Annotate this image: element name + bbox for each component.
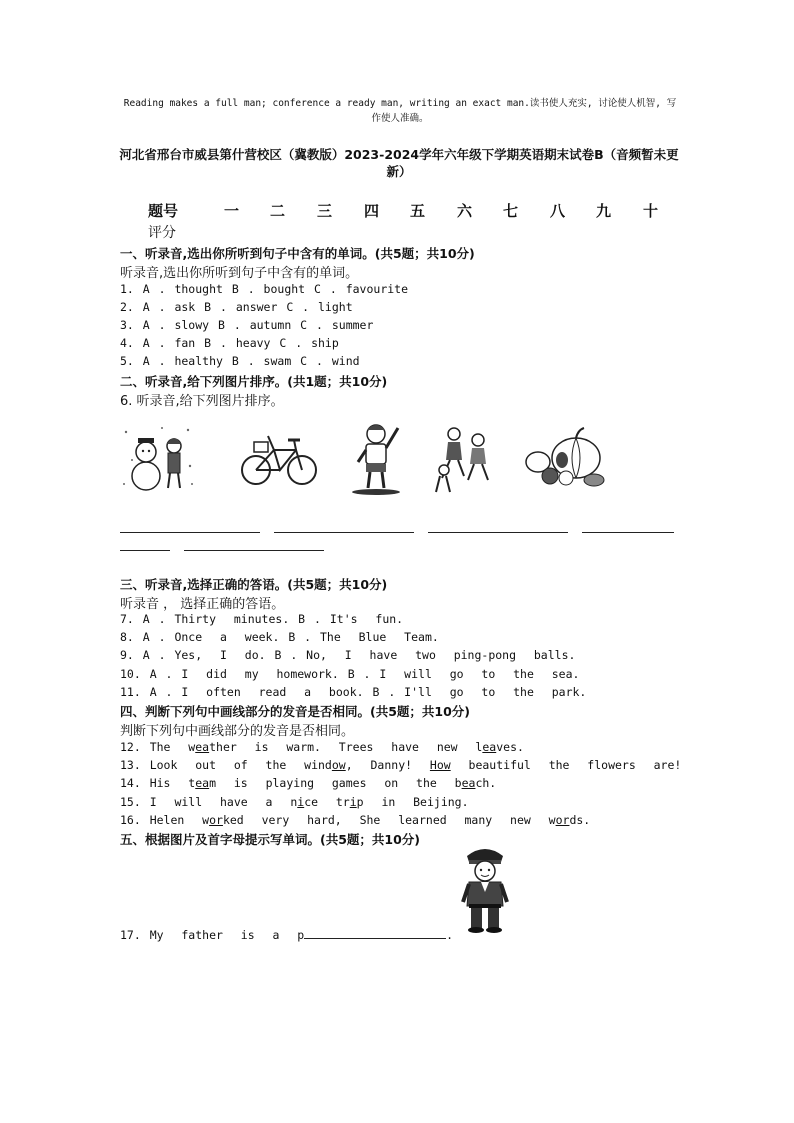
question-8: 8. A . Once a week. B . The Blue Team. <box>120 630 439 644</box>
score-row2-label: 评分 <box>148 225 176 241</box>
q17-answer-blank[interactable] <box>304 927 446 939</box>
underlined-part: ea <box>461 776 476 790</box>
question-1: 1. A . thought B . bought C . favourite <box>120 282 409 296</box>
underlined-part: or <box>555 813 570 827</box>
score-col-6: 六 <box>457 202 473 220</box>
score-col-1: 一 <box>224 202 240 220</box>
score-col-4: 四 <box>364 202 380 220</box>
motto-header: Reading makes a full man; conference a ready man, writing an exact man.读书使人充实, 讨论使人机智, 写作使人准确。 <box>123 98 677 124</box>
section-2-heading: 二、听录音,给下列图片排序。(共1题；共10分) <box>120 374 388 389</box>
underlined-part: i <box>349 795 357 809</box>
score-col-7: 七 <box>503 202 519 220</box>
score-col-5: 五 <box>410 202 426 220</box>
score-col-3: 三 <box>317 202 333 220</box>
answer-line-1[interactable] <box>120 532 260 533</box>
kids-playing-picture <box>432 420 496 496</box>
underlined-part: ow <box>331 758 346 772</box>
section-4-instruction: 判断下列句中画线部分的发音是否相同。 <box>120 724 355 739</box>
section-5-heading: 五、根据图片及首字母提示写单词。(共5题；共10分) <box>120 832 421 847</box>
question-13: 13. Look out of the window, Danny! How beautiful the flowers are! <box>120 758 682 772</box>
question-15: 15. I will have a nice trip in Beijing. <box>120 795 469 809</box>
section-3-heading: 三、听录音,选择正确的答语。(共5题；共10分) <box>120 577 388 592</box>
question-6-instruction: 6. 听录音,给下列图片排序。 <box>120 394 284 409</box>
snowman-picture <box>118 420 198 496</box>
score-col-10: 十 <box>643 202 659 220</box>
question-7: 7. A . Thirty minutes. B . It's fun. <box>120 612 404 626</box>
section-3-instruction: 听录音 ， 选择正确的答语。 <box>120 597 285 612</box>
score-table <box>148 200 668 240</box>
underlined-part: ea <box>195 776 210 790</box>
question-14: 14. His team is playing games on the beach. <box>120 776 497 790</box>
section-4-heading: 四、判断下列句中画线部分的发音是否相同。(共5题；共10分) <box>120 704 471 719</box>
score-col-9: 九 <box>596 202 612 220</box>
underlined-part: or <box>209 813 223 827</box>
underlined-part: ea <box>482 740 497 754</box>
police-officer-picture <box>455 842 515 934</box>
section-1-instruction: 听录音,选出你所听到句子中含有的单词。 <box>120 266 359 281</box>
answer-line-4-cont[interactable] <box>120 550 170 551</box>
question-17: 17. My father is a p . <box>120 928 454 942</box>
question-12: 12. The weather is warm. Trees have new leaves. <box>120 740 524 754</box>
score-row-label: 题号 <box>148 202 179 220</box>
exercising-boy-picture <box>348 420 408 496</box>
fruits-picture <box>522 420 608 496</box>
answer-line-3[interactable] <box>428 532 568 533</box>
section-1-heading: 一、听录音,选出你所听到句子中含有的单词。(共5题；共10分) <box>120 246 475 261</box>
answer-line-2[interactable] <box>274 532 414 533</box>
underlined-part: ea <box>195 740 210 754</box>
score-col-8: 八 <box>550 202 566 220</box>
answer-line-4[interactable] <box>582 532 674 533</box>
exam-title: 河北省邢台市威县第什营校区（冀教版）2023-2024学年六年级下学期英语期末试卷B（音频暂未更新） <box>119 147 679 179</box>
question-9: 9. A . Yes, I do. B . No, I have two ping-pong balls. <box>120 648 576 662</box>
question-4: 4. A . fan B . heavy C . ship <box>120 336 339 350</box>
question-5: 5. A . healthy B . swam C . wind <box>120 354 360 368</box>
picture-row <box>118 420 618 500</box>
question-10: 10. A . I did my homework. B . I will go to the sea. <box>120 667 580 681</box>
bicycle-picture <box>238 420 322 496</box>
question-16: 16. Helen worked very hard, She learned many new words. <box>120 813 591 827</box>
answer-line-5[interactable] <box>184 550 324 551</box>
question-11: 11. A . I often read a book. B . I'll go to the park. <box>120 685 587 699</box>
underlined-part: i <box>297 795 305 809</box>
score-col-2: 二 <box>270 202 286 220</box>
underlined-part: How <box>429 758 451 772</box>
question-2: 2. A . ask B . answer C . light <box>120 300 353 314</box>
question-3: 3. A . slowy B . autumn C . summer <box>120 318 374 332</box>
